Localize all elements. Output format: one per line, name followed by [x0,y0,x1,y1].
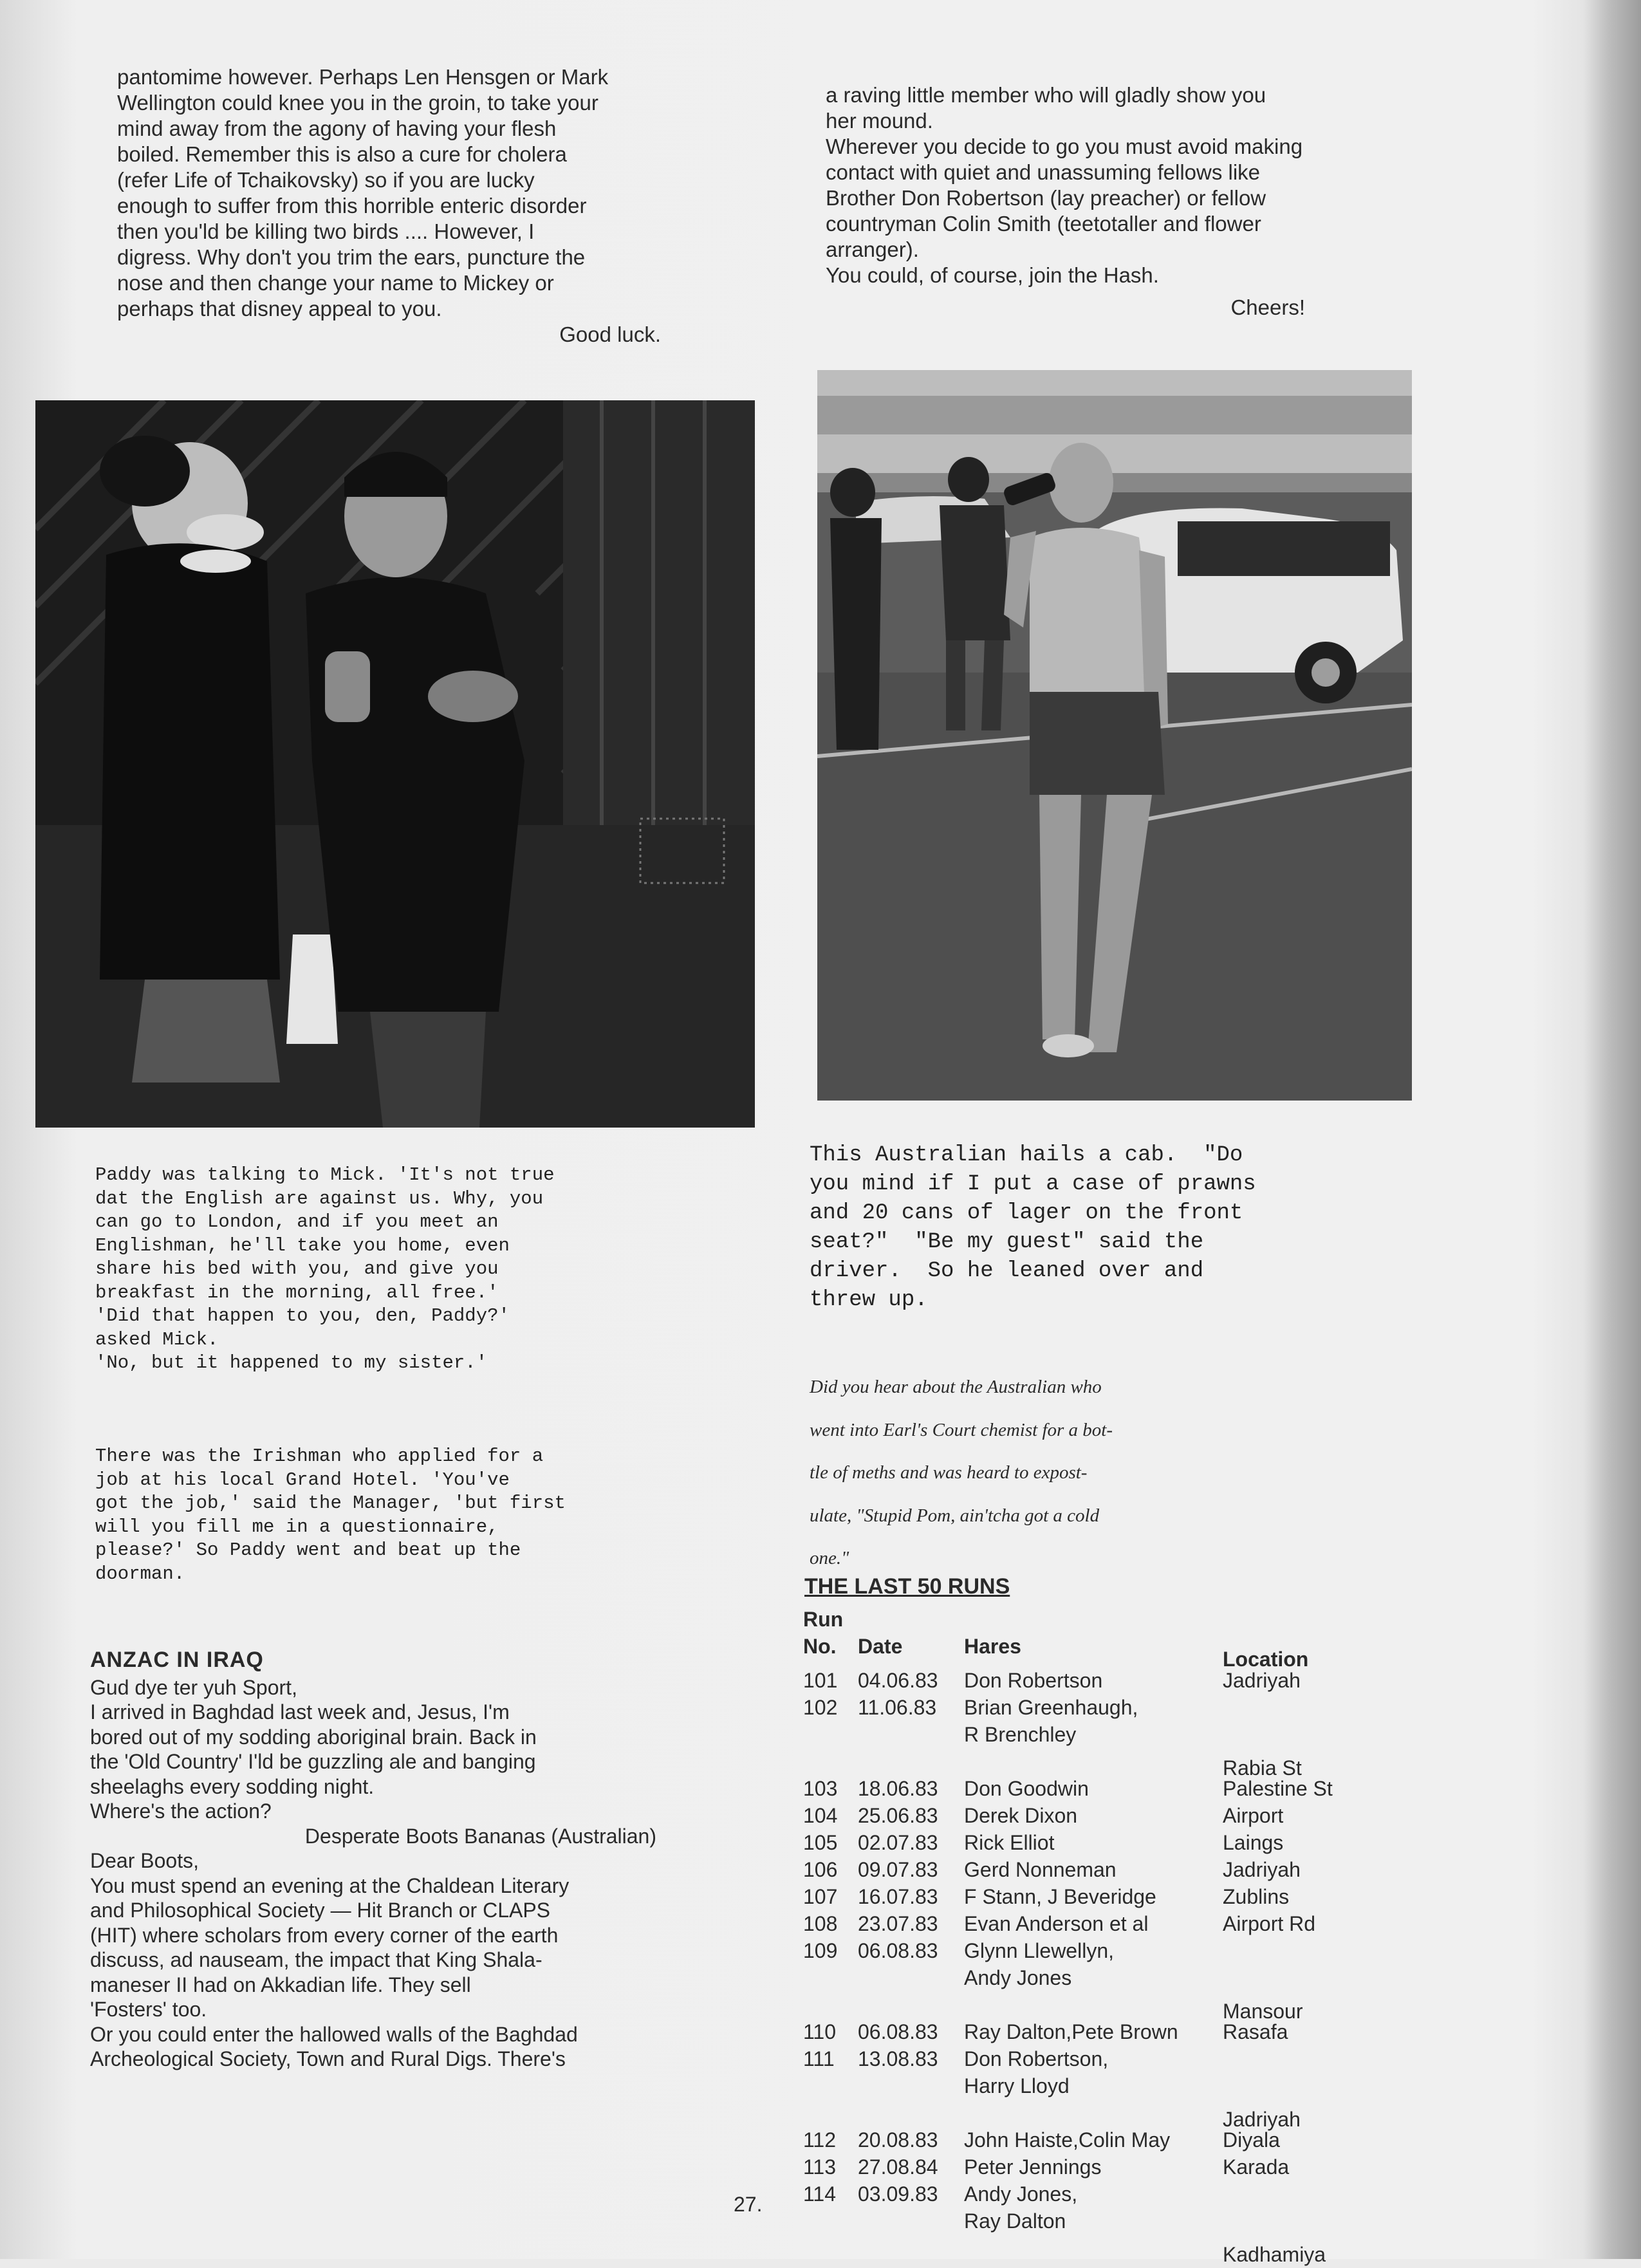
run-location: Jadriyah [1223,1669,1301,1692]
run-location: Rasafa [1223,2020,1288,2043]
run-location: Laings [1223,1831,1284,1854]
run-number: 104 [803,1804,838,1827]
left-top-signoff: Good luck. [559,322,661,346]
left-top-text [117,64,709,348]
reply-line: Or you could enter the hallowed walls of the Baghdad [90,2022,578,2046]
runs-title: THE LAST 50 RUNS [804,1574,1010,1599]
table-row [803,1775,1395,1802]
run-hares: Andy Jones, [964,2182,1078,2206]
reply-line: and Philosophical Society — Hit Branch or CLAPS [90,1899,551,1922]
run-date: 04.06.83 [858,1669,938,1692]
run-location: Jadriyah [1223,2108,1301,2132]
joke-line: asked Mick. [95,1328,219,1350]
text-line: arranger). [826,237,919,261]
reply-line: discuss, ad nauseam, the impact that King Shala- [90,1948,542,1971]
right-top-paragraph [826,82,1379,288]
joke-line: Englishman, he'll take you home, even [95,1234,510,1256]
joke-line: tle of meths and was heard to expost- [810,1462,1088,1483]
run-location: Zublins [1223,1885,1290,1908]
table-row [803,1694,1395,1780]
joke-line: will you fill me in a questionnaire, [95,1516,499,1538]
text-line: enough to suffer from this horrible enteric disorder [117,194,587,218]
table-row [803,1883,1395,1910]
letter-line: sheelaghs every sodding night. [90,1774,375,1798]
run-location: Jadriyah [1223,1858,1301,1881]
joke-line: This Australian hails a cab. "Do [810,1143,1243,1167]
run-hares: Harry Lloyd [964,2074,1070,2097]
run-location: Rabia St [1223,1756,1302,1780]
run-number: 106 [803,1858,838,1881]
run-hares: Evan Anderson et al [964,1912,1149,1935]
text-line: her mound. [826,109,933,133]
letter-line: the 'Old Country' I'ld be guzzling ale and banging [90,1750,536,1773]
joke-line: share his bed with you, and give you [95,1258,499,1279]
reply-line: Archeological Society, Town and Rural Digs. There's [90,2047,566,2070]
page-number: 27. [734,2193,763,2216]
run-location: Palestine St [1223,1777,1333,1800]
run-location: Mansour [1223,2000,1303,2023]
joke-line: There was the Irishman who applied for a [95,1445,544,1467]
run-date: 02.07.83 [858,1831,938,1854]
text-line: You could, of course, join the Hash. [826,263,1159,287]
run-location: Karada [1223,2155,1290,2179]
run-number: 108 [803,1912,838,1935]
run-date: 03.09.83 [858,2182,938,2206]
text-line: Brother Don Robertson (lay preacher) or fellow [826,186,1266,210]
letter-line: Where's the action? [90,1799,272,1823]
run-hares: Don Robertson, [964,2047,1109,2070]
reply-line: Dear Boots, [90,1849,199,1872]
run-hares: Don Robertson [964,1669,1103,1692]
anzac-article [90,1648,669,2072]
runs-header-location: Location [1223,1648,1309,1671]
text-line: Wherever you decide to go you must avoid making [826,135,1303,158]
right-top-signoff: Cheers! [1230,295,1305,319]
joke-line: dat the English are against us. Why, you [95,1187,544,1209]
table-row [803,1829,1395,1856]
joke-line: doorman. [95,1563,185,1585]
text-line: perhaps that disney appeal to you. [117,297,442,321]
text-line: Wellington could knee you in the groin, to take your [117,91,598,115]
table-row [803,1856,1395,1883]
text-line: contact with quiet and unassuming fellows like [826,160,1261,184]
runs-header-date: Date [858,1635,903,1658]
joke-line: Did you hear about the Australian who [810,1377,1102,1397]
joke-line: Paddy was talking to Mick. 'It's not true [95,1164,555,1185]
run-number: 109 [803,1939,838,1962]
letter-line: Gud dye ter yuh Sport, [90,1675,297,1699]
run-date: 16.07.83 [858,1885,938,1908]
right-top-text [826,82,1379,321]
text-line: nose and then change your name to Mickey or [117,271,554,295]
photo-costume-party [35,400,755,1128]
table-row [803,1937,1395,2023]
text-line: then you'ld be killing two birds .... However, I [117,219,535,243]
run-number: 103 [803,1777,838,1800]
joke-line: can go to London, and if you meet an [95,1211,499,1232]
run-hares: Rick Elliot [964,1831,1055,1854]
anzac-letter [90,1675,669,1824]
run-date: 20.08.83 [858,2128,938,2152]
run-number: 101 [803,1669,838,1692]
run-location: Airport [1223,1804,1284,1827]
table-row [803,2018,1395,2045]
joke-line: and 20 cans of lager on the front [810,1201,1243,1225]
runs-header-hares: Hares [964,1635,1021,1658]
joke-australian-cab-text [810,1141,1389,1315]
text-line: mind away from the agony of having your flesh [117,116,557,140]
reply-line: You must spend an evening at the Chaldean Literary [90,1873,570,1897]
runs-header-run: Run [803,1608,844,1631]
run-location: Diyala [1223,2128,1280,2152]
joke-line: ulate, "Stupid Pom, ain'tcha got a cold [810,1505,1100,1526]
run-date: 18.06.83 [858,1777,938,1800]
joke-line: 'Did that happen to you, den, Paddy?' [95,1305,510,1326]
table-row [803,1910,1395,1937]
run-hares: Peter Jennings [964,2155,1102,2179]
run-hares: Gerd Nonneman [964,1858,1117,1881]
run-hares: John Haiste,Colin May [964,2128,1171,2152]
joke-paddy [95,1164,662,1375]
joke-line: driver. So he leaned over and [810,1259,1204,1283]
joke-line: went into Earl's Court chemist for a bot- [810,1419,1113,1440]
reply-line: (HIT) where scholars from every corner of the earth [90,1923,559,1947]
run-number: 111 [803,2047,835,2070]
run-number: 102 [803,1696,838,1719]
joke-paddy-text [95,1164,662,1375]
joke-line: threw up. [810,1288,928,1312]
run-date: 09.07.83 [858,1858,938,1881]
runs-header [803,1608,1395,1671]
runs-header-no: No. [803,1635,837,1658]
joke-earls-court-text [810,1375,1299,1571]
joke-australian-cab [810,1141,1389,1315]
run-location: Airport Rd [1223,1912,1316,1935]
run-hares: Ray Dalton,Pete Brown [964,2020,1178,2043]
run-hares: R Brenchley [964,1723,1077,1746]
left-top-paragraph [117,64,709,322]
joke-line: breakfast in the morning, all free.' [95,1281,499,1303]
joke-line: 'No, but it happened to my sister.' [95,1352,488,1373]
letter-line: I arrived in Baghdad last week and, Jesus, I'm [90,1700,510,1724]
run-date: 23.07.83 [858,1912,938,1935]
run-number: 105 [803,1831,838,1854]
joke-line: please?' So Paddy went and beat up the [95,1539,521,1561]
joke-irishman [95,1445,662,1586]
run-number: 112 [803,2128,837,2152]
reply-line: 'Fosters' too. [90,1998,207,2021]
joke-line: seat?" "Be my guest" said the [810,1230,1204,1254]
text-line: countryman Colin Smith (teetotaller and flower [826,212,1261,236]
joke-irishman-text [95,1445,662,1586]
run-hares: Don Goodwin [964,1777,1089,1800]
run-number: 114 [803,2182,837,2206]
run-number: 110 [803,2020,837,2043]
run-hares: F Stann, J Beveridge [964,1885,1156,1908]
table-row [803,2180,1395,2267]
table-row [803,1667,1395,1694]
run-hares: Ray Dalton [964,2209,1066,2233]
run-date: 06.08.83 [858,1939,938,1962]
text-line: (refer Life of Tchaikovsky) so if you are lucky [117,168,535,192]
anzac-reply [90,1848,669,2072]
run-date: 11.06.83 [858,1696,937,1719]
joke-line: you mind if I put a case of prawns [810,1172,1256,1196]
text-line: a raving little member who will gladly show you [826,83,1266,107]
run-date: 13.08.83 [858,2047,938,2070]
run-hares: Derek Dixon [964,1804,1078,1827]
run-date: 25.06.83 [858,1804,938,1827]
table-row [803,2045,1395,2132]
run-date: 06.08.83 [858,2020,938,2043]
anzac-signature: Desperate Boots Bananas (Australian) [304,1824,656,1848]
run-hares: Andy Jones [964,1966,1072,1989]
run-number: 107 [803,1885,838,1908]
text-line: digress. Why don't you trim the ears, puncture the [117,245,586,269]
run-date: 27.08.84 [858,2155,938,2179]
joke-line: got the job,' said the Manager, 'but first [95,1492,566,1514]
table-row [803,2126,1395,2153]
photo-man-drinking [817,370,1412,1101]
run-location: Kadhamiya [1223,2243,1326,2267]
anzac-heading: ANZAC IN IRAQ [90,1648,264,1672]
letter-line: bored out of my sodding aboriginal brain. Back in [90,1725,537,1749]
joke-line: one." [810,1548,849,1568]
reply-line: maneser II had on Akkadian life. They sell [90,1973,471,1996]
run-hares: Brian Greenhaugh, [964,1696,1138,1719]
text-line: pantomime however. Perhaps Len Hensgen or Mark [117,65,609,89]
run-hares: Glynn Llewellyn, [964,1939,1114,1962]
joke-earls-court [810,1357,1299,1590]
table-row [803,1802,1395,1829]
run-number: 113 [803,2155,837,2179]
text-line: boiled. Remember this is also a cure for cholera [117,142,567,166]
joke-line: job at his local Grand Hotel. 'You've [95,1469,510,1491]
runs-table [803,1667,1395,2267]
table-row [803,2153,1395,2180]
